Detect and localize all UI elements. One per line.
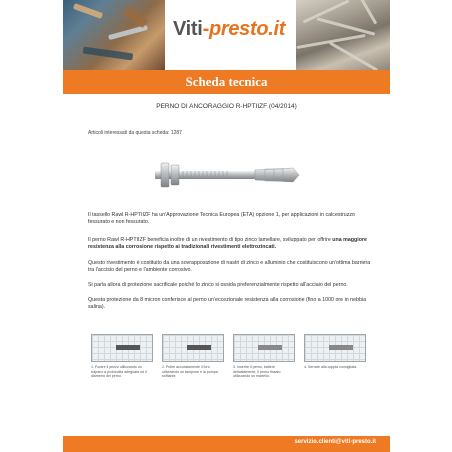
header-banner xyxy=(63,0,390,70)
paragraph-2-text: Il perno Rawl R-HPTIIZF beneficia inoltre di un rivestimento di tipo zinco lamellare, sviluppato per offrire xyxy=(88,237,333,243)
footer-bar xyxy=(63,436,390,452)
screws-photo xyxy=(296,0,390,70)
step-2-illustration xyxy=(162,334,224,362)
step-2-caption: 2. Pulire accuratamente il foro utilizzando un tampone e la pompa soffiante. xyxy=(162,365,218,379)
articles-label: Articoli interessati da questa scheda: 1287 xyxy=(88,130,182,136)
logo-dash: - xyxy=(202,18,209,40)
logo-presto: presto.it xyxy=(208,18,286,40)
step-1-illustration xyxy=(91,334,153,362)
paragraph-1 xyxy=(88,212,373,226)
paragraph-5 xyxy=(88,297,373,311)
logo-area xyxy=(165,0,296,70)
paragraph-2-bold: una maggiore resistenza alla corrosione rispetto ai tradizionali rivestimenti elettrozincati. xyxy=(88,237,367,250)
footer-email[interactable]: servizio.clienti@viti-presto.it xyxy=(294,439,376,445)
step-4 xyxy=(304,334,366,396)
step-3-illustration xyxy=(233,334,295,362)
paragraph-1-text: Il tassello Rawl R-HPTIIZF ha un'Approvazione Tecnica Europea (ETA) opzione 1, per applicazioni in calcestruzzo fessurato e non fessurato. xyxy=(88,212,355,225)
anchor-bolt-image xyxy=(153,155,303,195)
paragraph-3-text: Questo rivestimento è costituito da una sovrapposizione di nastri di zinco e alluminio che costituiscono un'ottima barriera tra l'accisio del perno e l'ambiente corrosivo. xyxy=(88,260,371,273)
section-banner xyxy=(63,70,390,94)
paragraph-4 xyxy=(88,282,373,289)
paragraph-2 xyxy=(88,237,373,251)
paragraph-5-text: Questa protezione da 8 micron conferisce al perno un'eccezionale resistenza alla corrosione (fino a 1000 ore in nebbia salina). xyxy=(88,297,367,310)
step-3 xyxy=(233,334,295,396)
paragraph-3 xyxy=(88,260,373,274)
banner-title: Scheda tecnica xyxy=(185,74,268,89)
paragraph-4-text: Si parla allora di protezione sacrificale poiché lo zinco si ossida preferenzialmente rispetto all'acciaio del perno. xyxy=(88,282,348,288)
logo-viti: Viti xyxy=(173,18,203,40)
step-2 xyxy=(162,334,224,396)
step-4-caption: 4. Serrare alla coppia consigliata. xyxy=(304,365,358,369)
step-3-caption: 3. Inserire il perno, battere delicatamente, il perno fissato utilizzando un martello. xyxy=(233,365,281,379)
step-4-illustration xyxy=(304,334,366,362)
site-logo xyxy=(173,18,285,41)
installation-steps xyxy=(91,334,366,396)
step-1 xyxy=(91,334,153,396)
document-title: PERNO DI ANCORAGGIO R-HPTIIZF (04/2014) xyxy=(156,103,297,110)
tools-photo xyxy=(63,0,165,70)
step-1-caption: 1. Forare il pezzo utilizzando un trapano a profondità adeguata ed il diametro del perno. xyxy=(91,365,147,379)
document-page xyxy=(63,0,390,452)
